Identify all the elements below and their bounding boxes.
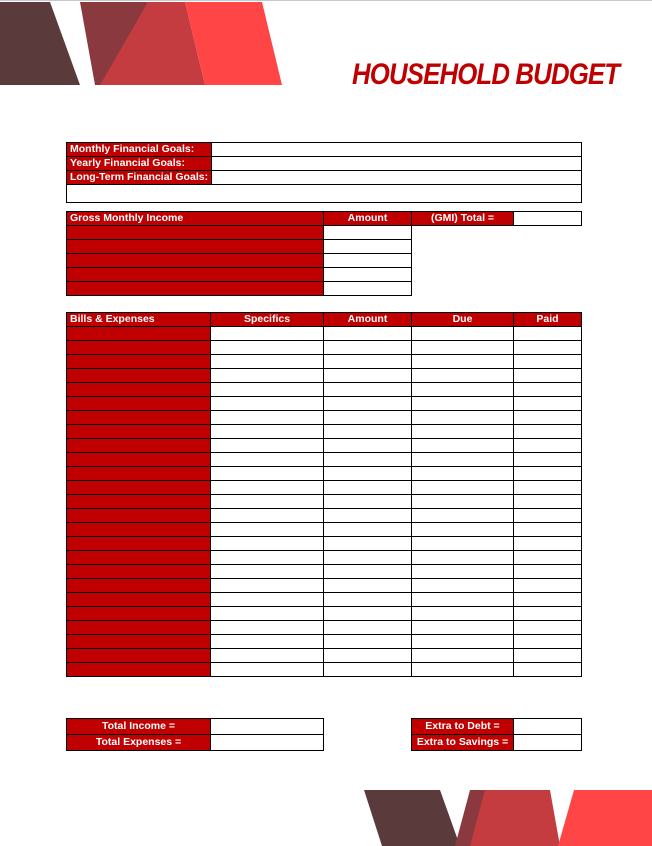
total-income-field[interactable] — [211, 719, 324, 735]
extra-debt-field[interactable] — [514, 719, 582, 735]
gross-income-header: Gross Monthly Income — [67, 212, 324, 226]
bill-paid-cell[interactable] — [514, 481, 582, 495]
bill-amount-cell[interactable] — [324, 649, 412, 663]
bill-row — [67, 565, 582, 579]
bill-amount-cell[interactable] — [324, 397, 412, 411]
bill-category-cell[interactable] — [67, 383, 211, 397]
deco-stripe-dark — [364, 790, 460, 846]
extra-savings-row — [412, 735, 582, 751]
bill-paid-cell[interactable] — [514, 369, 582, 383]
goals-row-monthly — [67, 143, 582, 157]
bill-category-cell[interactable] — [67, 523, 211, 537]
income-header-row — [67, 212, 582, 226]
footer-decoration — [360, 788, 652, 846]
bill-row — [67, 355, 582, 369]
bill-specifics-cell[interactable] — [211, 369, 324, 383]
bill-due-cell[interactable] — [412, 369, 514, 383]
bill-due-cell[interactable] — [412, 635, 514, 649]
bill-specifics-cell[interactable] — [211, 355, 324, 369]
bill-specifics-cell[interactable] — [211, 383, 324, 397]
bill-specifics-cell[interactable] — [211, 593, 324, 607]
bill-specifics-cell[interactable] — [211, 327, 324, 341]
bill-specifics-cell[interactable] — [211, 411, 324, 425]
bill-category-cell[interactable] — [67, 579, 211, 593]
header-decoration — [0, 0, 290, 90]
bill-amount-cell[interactable] — [324, 509, 412, 523]
bill-paid-cell[interactable] — [514, 663, 582, 677]
bills-header-paid: Paid — [514, 313, 582, 327]
bill-amount-cell[interactable] — [324, 565, 412, 579]
bill-amount-cell[interactable] — [324, 621, 412, 635]
bill-amount-cell[interactable] — [324, 383, 412, 397]
bill-due-cell[interactable] — [412, 649, 514, 663]
bill-specifics-cell[interactable] — [211, 551, 324, 565]
bill-due-cell[interactable] — [412, 481, 514, 495]
bill-paid-cell[interactable] — [514, 453, 582, 467]
bill-category-cell[interactable] — [67, 425, 211, 439]
bill-paid-cell[interactable] — [514, 635, 582, 649]
bill-category-cell[interactable] — [67, 327, 211, 341]
bill-amount-cell[interactable] — [324, 663, 412, 677]
bill-due-cell[interactable] — [412, 593, 514, 607]
bills-header-due: Due — [412, 313, 514, 327]
bill-specifics-cell[interactable] — [211, 495, 324, 509]
bill-row — [67, 495, 582, 509]
bill-category-cell[interactable] — [67, 649, 211, 663]
bill-category-cell[interactable] — [67, 355, 211, 369]
bill-specifics-cell[interactable] — [211, 565, 324, 579]
bill-due-cell[interactable] — [412, 509, 514, 523]
bill-specifics-cell[interactable] — [211, 649, 324, 663]
bill-paid-cell[interactable] — [514, 565, 582, 579]
total-expenses-field[interactable] — [211, 735, 324, 751]
page-title: HOUSEHOLD BUDGET — [352, 58, 620, 91]
bill-row — [67, 397, 582, 411]
bill-paid-cell[interactable] — [514, 593, 582, 607]
longterm-goals-field[interactable] — [212, 171, 582, 185]
income-table — [66, 211, 582, 296]
bills-header-amount: Amount — [324, 313, 412, 327]
bill-paid-cell[interactable] — [514, 327, 582, 341]
monthly-goals-field[interactable] — [212, 143, 582, 157]
income-amount-cell[interactable] — [324, 240, 412, 254]
bill-due-cell[interactable] — [412, 607, 514, 621]
income-row — [67, 268, 582, 282]
goals-extra-field[interactable] — [67, 185, 582, 203]
bill-row — [67, 327, 582, 341]
bill-due-cell[interactable] — [412, 411, 514, 425]
bill-paid-cell[interactable] — [514, 397, 582, 411]
bill-amount-cell[interactable] — [324, 453, 412, 467]
bill-due-cell[interactable] — [412, 355, 514, 369]
bill-paid-cell[interactable] — [514, 607, 582, 621]
bill-row — [67, 383, 582, 397]
bill-category-cell[interactable] — [67, 621, 211, 635]
bill-paid-cell[interactable] — [514, 579, 582, 593]
bill-row — [67, 621, 582, 635]
bill-amount-cell[interactable] — [324, 425, 412, 439]
bill-due-cell[interactable] — [412, 551, 514, 565]
bill-row — [67, 607, 582, 621]
income-source-cell[interactable] — [67, 240, 324, 254]
bill-category-cell[interactable] — [67, 607, 211, 621]
bill-row — [67, 537, 582, 551]
bill-paid-cell[interactable] — [514, 523, 582, 537]
bill-category-cell[interactable] — [67, 551, 211, 565]
bill-row — [67, 439, 582, 453]
bill-due-cell[interactable] — [412, 621, 514, 635]
bill-specifics-cell[interactable] — [211, 467, 324, 481]
bill-specifics-cell[interactable] — [211, 453, 324, 467]
bill-amount-cell[interactable] — [324, 523, 412, 537]
total-income-label: Total Income = — [67, 719, 211, 735]
extra-savings-label: Extra to Savings = — [412, 735, 514, 751]
bill-due-cell[interactable] — [412, 467, 514, 481]
bills-header-row — [67, 313, 582, 327]
yearly-goals-field[interactable] — [212, 157, 582, 171]
bill-amount-cell[interactable] — [324, 327, 412, 341]
gmi-total-field[interactable] — [514, 212, 582, 226]
bill-amount-cell[interactable] — [324, 579, 412, 593]
bill-paid-cell[interactable] — [514, 649, 582, 663]
yearly-goals-label: Yearly Financial Goals: — [67, 157, 212, 171]
bill-paid-cell[interactable] — [514, 355, 582, 369]
bill-paid-cell[interactable] — [514, 341, 582, 355]
bill-amount-cell[interactable] — [324, 467, 412, 481]
goals-row-yearly — [67, 157, 582, 171]
extra-allocation-table — [411, 718, 582, 751]
income-amount-cell[interactable] — [324, 254, 412, 268]
bill-paid-cell[interactable] — [514, 495, 582, 509]
bill-due-cell[interactable] — [412, 579, 514, 593]
bill-due-cell[interactable] — [412, 383, 514, 397]
bill-row — [67, 649, 582, 663]
total-expenses-row — [67, 735, 324, 751]
bill-amount-cell[interactable] — [324, 411, 412, 425]
bill-specifics-cell[interactable] — [211, 635, 324, 649]
income-amount-cell[interactable] — [324, 226, 412, 240]
bill-specifics-cell[interactable] — [211, 341, 324, 355]
bill-category-cell[interactable] — [67, 439, 211, 453]
bill-specifics-cell[interactable] — [211, 579, 324, 593]
monthly-goals-label: Monthly Financial Goals: — [67, 143, 212, 157]
bill-row — [67, 369, 582, 383]
bill-category-cell[interactable] — [67, 369, 211, 383]
bill-due-cell[interactable] — [412, 453, 514, 467]
total-income-row — [67, 719, 324, 735]
goals-row-extra — [67, 185, 582, 203]
bill-row — [67, 411, 582, 425]
bill-paid-cell[interactable] — [514, 537, 582, 551]
income-row — [67, 226, 582, 240]
bill-row — [67, 579, 582, 593]
bill-category-cell[interactable] — [67, 509, 211, 523]
bill-row — [67, 551, 582, 565]
extra-debt-label: Extra to Debt = — [412, 719, 514, 735]
goals-row-longterm — [67, 171, 582, 185]
bill-specifics-cell[interactable] — [211, 481, 324, 495]
bill-category-cell[interactable] — [67, 397, 211, 411]
bill-category-cell[interactable] — [67, 635, 211, 649]
bills-header-specifics: Specifics — [211, 313, 324, 327]
bill-amount-cell[interactable] — [324, 355, 412, 369]
bill-due-cell[interactable] — [412, 327, 514, 341]
income-source-cell[interactable] — [67, 226, 324, 240]
bill-paid-cell[interactable] — [514, 467, 582, 481]
bill-specifics-cell[interactable] — [211, 621, 324, 635]
bill-paid-cell[interactable] — [514, 621, 582, 635]
bill-row — [67, 341, 582, 355]
income-amount-cell[interactable] — [324, 282, 412, 296]
bill-paid-cell[interactable] — [514, 509, 582, 523]
deco-stripe-mid — [470, 790, 560, 846]
bill-due-cell[interactable] — [412, 523, 514, 537]
bill-amount-cell[interactable] — [324, 593, 412, 607]
bill-amount-cell[interactable] — [324, 439, 412, 453]
income-expense-totals-table — [66, 718, 324, 751]
income-source-cell[interactable] — [67, 282, 324, 296]
bill-due-cell[interactable] — [412, 663, 514, 677]
income-source-cell[interactable] — [67, 268, 324, 282]
bill-category-cell[interactable] — [67, 537, 211, 551]
income-row — [67, 282, 582, 296]
bill-category-cell[interactable] — [67, 593, 211, 607]
bill-row — [67, 467, 582, 481]
bill-row — [67, 453, 582, 467]
bill-row — [67, 635, 582, 649]
bill-specifics-cell[interactable] — [211, 663, 324, 677]
bill-paid-cell[interactable] — [514, 425, 582, 439]
bill-specifics-cell[interactable] — [211, 439, 324, 453]
bill-amount-cell[interactable] — [324, 635, 412, 649]
bill-row — [67, 425, 582, 439]
bill-due-cell[interactable] — [412, 495, 514, 509]
bill-due-cell[interactable] — [412, 425, 514, 439]
deco-stripe-bright — [558, 790, 652, 846]
bill-due-cell[interactable] — [412, 537, 514, 551]
bill-amount-cell[interactable] — [324, 481, 412, 495]
total-expenses-label: Total Expenses = — [67, 735, 211, 751]
bill-category-cell[interactable] — [67, 411, 211, 425]
gmi-total-label: (GMI) Total = — [412, 212, 514, 226]
income-source-cell[interactable] — [67, 254, 324, 268]
bill-category-cell[interactable] — [67, 467, 211, 481]
bill-specifics-cell[interactable] — [211, 607, 324, 621]
bill-row — [67, 593, 582, 607]
bill-amount-cell[interactable] — [324, 537, 412, 551]
bill-specifics-cell[interactable] — [211, 509, 324, 523]
bill-row — [67, 481, 582, 495]
bill-amount-cell[interactable] — [324, 495, 412, 509]
bill-due-cell[interactable] — [412, 341, 514, 355]
bill-specifics-cell[interactable] — [211, 537, 324, 551]
bill-specifics-cell[interactable] — [211, 397, 324, 411]
bill-row — [67, 523, 582, 537]
bills-expenses-table — [66, 312, 582, 677]
bill-paid-cell[interactable] — [514, 383, 582, 397]
bill-category-cell[interactable] — [67, 663, 211, 677]
deco-stripe-dark — [0, 2, 80, 85]
extra-savings-field[interactable] — [514, 735, 582, 751]
bill-due-cell[interactable] — [412, 565, 514, 579]
bill-category-cell[interactable] — [67, 495, 211, 509]
bill-due-cell[interactable] — [412, 397, 514, 411]
bill-paid-cell[interactable] — [514, 411, 582, 425]
bill-row — [67, 509, 582, 523]
bill-category-cell[interactable] — [67, 341, 211, 355]
bill-category-cell[interactable] — [67, 453, 211, 467]
longterm-goals-label: Long-Term Financial Goals: — [67, 171, 212, 185]
bill-category-cell[interactable] — [67, 565, 211, 579]
income-amount-header: Amount — [324, 212, 412, 226]
bill-specifics-cell[interactable] — [211, 425, 324, 439]
extra-debt-row — [412, 719, 582, 735]
bill-row — [67, 663, 582, 677]
income-row — [67, 240, 582, 254]
bill-paid-cell[interactable] — [514, 439, 582, 453]
bill-amount-cell[interactable] — [324, 551, 412, 565]
income-row — [67, 254, 582, 268]
bill-specifics-cell[interactable] — [211, 523, 324, 537]
bill-amount-cell[interactable] — [324, 607, 412, 621]
bill-amount-cell[interactable] — [324, 341, 412, 355]
income-amount-cell[interactable] — [324, 268, 412, 282]
bill-category-cell[interactable] — [67, 481, 211, 495]
bill-paid-cell[interactable] — [514, 551, 582, 565]
bill-due-cell[interactable] — [412, 439, 514, 453]
bills-header-category: Bills & Expenses — [67, 313, 211, 327]
bill-amount-cell[interactable] — [324, 369, 412, 383]
financial-goals-table — [66, 142, 582, 203]
